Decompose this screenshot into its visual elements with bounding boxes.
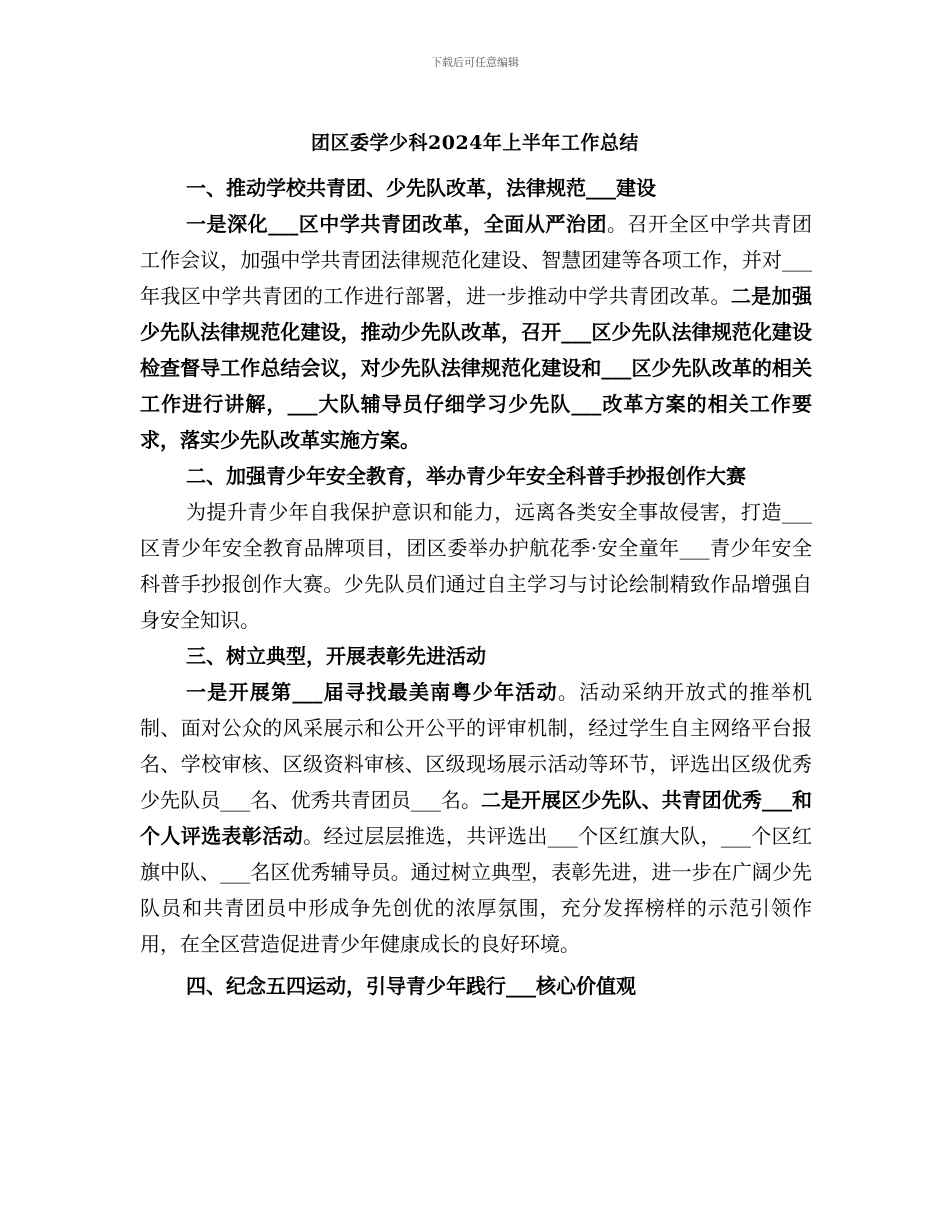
document-title: 团区委学少科2024年上半年工作总结 (311, 132, 639, 154)
section-3-paragraph (140, 674, 812, 962)
section-1-heading: 一、推动学校共青团、少先队改革，法律规范___建设 (186, 176, 656, 200)
section-3-lead-1: 一是开展第___届寻找最美南粤少年活动 (186, 680, 558, 704)
section-3-text-1: 。活动采纳开放式的推举机制、面对公众的风采展示和公开公平的评审机制，经过学生自主网络平台报名、学校审核、区级资料审核、区级现场展示活动等环节，评选出区级优秀少先队员___名、优秀共青团员___名。 (140, 680, 813, 812)
section-3-heading: 三、树立典型，开展表彰先进活动 (186, 644, 486, 668)
section-3-lead-2: 二是开展区少先队、共青团优秀___和个人评选表彰活动 (140, 788, 813, 848)
section-1-text-1: 。召开全区中学共青团工作会议，加强中学共青团法律规范化建设、智慧团建等各项工作，并对___年我区中学共青团的工作进行部署，进一步推动中学共青团改革。 (140, 212, 813, 308)
section-2-heading: 二、加强青少年安全教育，举办青少年安全科普手抄报创作大赛 (186, 464, 746, 488)
section-1-paragraph (140, 206, 812, 458)
document-body (140, 170, 812, 1004)
section-2-paragraph: 为提升青少年自我保护意识和能力，远离各类安全事故侵害，打造___区青少年安全教育品牌项目，团区委举办护航花季·安全童年___青少年安全科普手抄报创作大赛。少先队员们通过自主学习与讨论绘制精致作品增强自身安全知识。 (140, 500, 812, 632)
section-4-heading: 四、纪念五四运动，引导青少年践行___核心价值观 (186, 974, 636, 998)
section-1-lead-1: 一是深化___区中学共青团改革，全面从严治团 (186, 212, 608, 236)
section-3-text-2: 。经过层层推选，共评选出___个区红旗大队，___个区红旗中队、___名区优秀辅导员。通过树立典型，表彰先进，进一步在广阔少先队员和共青团员中形成争先创优的浓厚氛围，充分发挥榜样的示范引领作用，在全区营造促进青少年健康成长的良好环境。 (140, 824, 813, 956)
section-1-lead-2: 二是加强少先队法律规范化建设，推动少先队改革，召开___区少先队法律规范化建设检查督导工作总结会议，对少先队法律规范化建设和___区少先队改革的相关工作进行讲解，___大队辅导员仔细学习少先队___改革方案的相关工作要求，落实少先队改革实施方案。 (140, 284, 812, 452)
page-header: 下载后可任意编辑 (431, 56, 519, 69)
